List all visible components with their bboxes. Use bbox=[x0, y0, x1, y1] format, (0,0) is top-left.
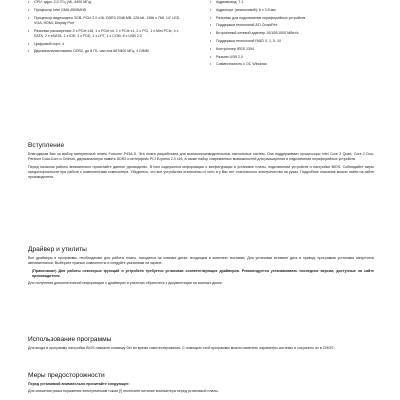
spec-item: • Аудиовыход: 7.1 bbox=[210, 0, 378, 5]
section-heading: Драйвер и утилиты bbox=[28, 246, 87, 253]
spec-list-right bbox=[210, 0, 378, 68]
section-heading: Меры предосторожности bbox=[28, 372, 105, 379]
spec-item: • Процессор видеокарты 3GB, PCIe 2.0 x16, DDR3 2048 MB, 128-bit, 1366 x 768, 14" LED, VGA, HDMI, Display Port bbox=[28, 16, 188, 26]
spec-item: • Аудиопорт (аналоговый): 6 x 3,5 мм bbox=[210, 8, 378, 13]
spec-item: • Контроллер IEEE 1394 bbox=[210, 47, 378, 52]
spec-column-left bbox=[28, 0, 188, 57]
driver-section bbox=[28, 246, 374, 289]
spec-item: • Разъемы для подключения периферийных устройств bbox=[210, 16, 378, 21]
safety-section bbox=[28, 372, 374, 397]
spec-item: • СРU: ядро, 2,0 ГГц (4K, 4400 МГц) bbox=[28, 0, 188, 5]
spec-item: • Разъемы расширения: 2 x PCIe x16, 1 x PCIe x4, 1 x PCIe x1, 2 x PCI, 1 x Mini PCIe, 4 x SATA, 2 x eSATA, 1 x IDE, 1 x FDD, 1 x LPT, 1 x COM, 8 x USB 2.0 bbox=[28, 29, 188, 39]
section-heading: Использование программы bbox=[28, 336, 112, 343]
paragraph: Перед началом работы внимательно прочитайте данное руководство. В нем содержится информация о конфигурации и установке платы, подключении устройств и настройке BIOS. Соблюдайте меры предосторожности при работе с компонентами компьютера. Убедитесь, что все устройства отключены от сети и у Вас нет статического электричества на руках. Подробное описание можно найти на сайте производителя. bbox=[28, 164, 374, 179]
bios-section bbox=[28, 336, 374, 353]
safety-note: Перед установкой внимательно прочитайте следующее: bbox=[28, 382, 130, 386]
spec-list-left bbox=[28, 0, 188, 55]
driver-note: (Примечание) Для работы некоторых функций и устройств требуется установка соответствующих драйверов. Рекомендуется устанавливать последние версии, доступные на сайте производителя. bbox=[32, 268, 374, 278]
spec-item: • Поддержка технологий ATI CrossFire bbox=[210, 23, 378, 28]
paragraph: Для снижения риска поражения электрическим током [!] отключите питание компьютера перед установкой платы. bbox=[28, 389, 219, 394]
spec-item: • Встроенный сетевой адаптер 10/100/1000 Мбит/с bbox=[210, 31, 378, 36]
spec-item: • Разъем USB 2.0 bbox=[210, 55, 378, 60]
spec-item: • Процессор Intel GMA 4500MHD bbox=[28, 8, 188, 13]
spec-item: • Совместимость с ОС Windows bbox=[210, 62, 378, 67]
spec-item: • Цифровой порт: 4 bbox=[28, 42, 188, 47]
spec-item: • Двухканальная память DDR2, до 8 ГБ, частота 667/800 МГц, 4 DIMM bbox=[28, 49, 188, 54]
spec-column-right bbox=[210, 0, 378, 70]
spec-item: • Поддержка технологий RAID 0, 1, 5, 10 bbox=[210, 39, 378, 44]
spec-columns bbox=[0, 0, 400, 142]
paragraph: Все драйверы и программы, необходимые для работы платы, находятся на компакт-диске, входящем в комплект поставки. Для установки вставьте диск в привод; программа установки запустится автоматически. Выберите нужные компоненты и следуйте указаниям на экране. bbox=[28, 256, 374, 266]
intro-section bbox=[28, 142, 374, 182]
paragraph: Благодарим Вас за выбор материнской платы Foxconn P43A-S. Эта плата разработана для высокопроизводительных настольных систем. Она поддерживает процессоры Intel Core 2 Quad, Core 2 Duo, Pentium Dual-Core и Celeron, двухканальную память DDR2 и интерфейс PCI Express 2.0 x16, а также набор современных возможностей для расширения и подключения периферийных устройств. bbox=[28, 152, 374, 162]
paragraph: Для получения дополнительной информации о драйверах и утилитах обратитесь к документации на компакт-диске. bbox=[28, 281, 223, 286]
section-heading: Вступление bbox=[28, 142, 65, 149]
paragraph: Для входа в программу настройки BIOS нажмите клавишу Del во время самотестирования. С помощью этой программы можно изменить параметры системы и сохранить их в CMOS. bbox=[28, 346, 335, 350]
